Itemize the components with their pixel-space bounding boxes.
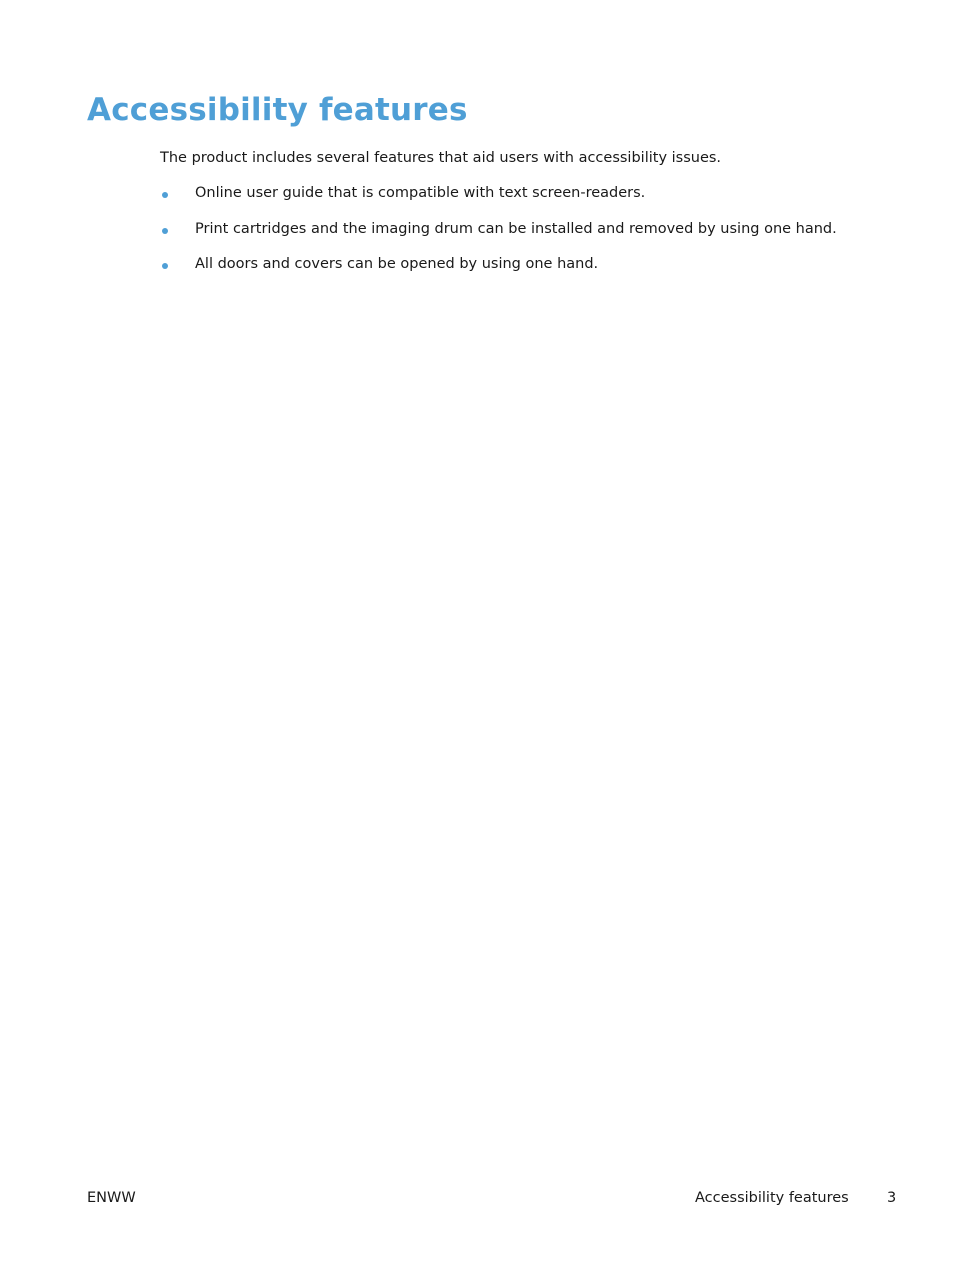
bullet-icon: [162, 263, 168, 269]
page-number: 3: [887, 1190, 897, 1206]
bullet-icon: [162, 192, 168, 198]
bullet-icon: [162, 228, 168, 234]
footer-left: ENWW: [87, 1190, 136, 1206]
page-title: Accessibility features: [87, 92, 468, 128]
footer-section: Accessibility features: [695, 1190, 849, 1206]
intro-paragraph: The product includes several features that aid users with accessibility issues.: [160, 150, 722, 166]
